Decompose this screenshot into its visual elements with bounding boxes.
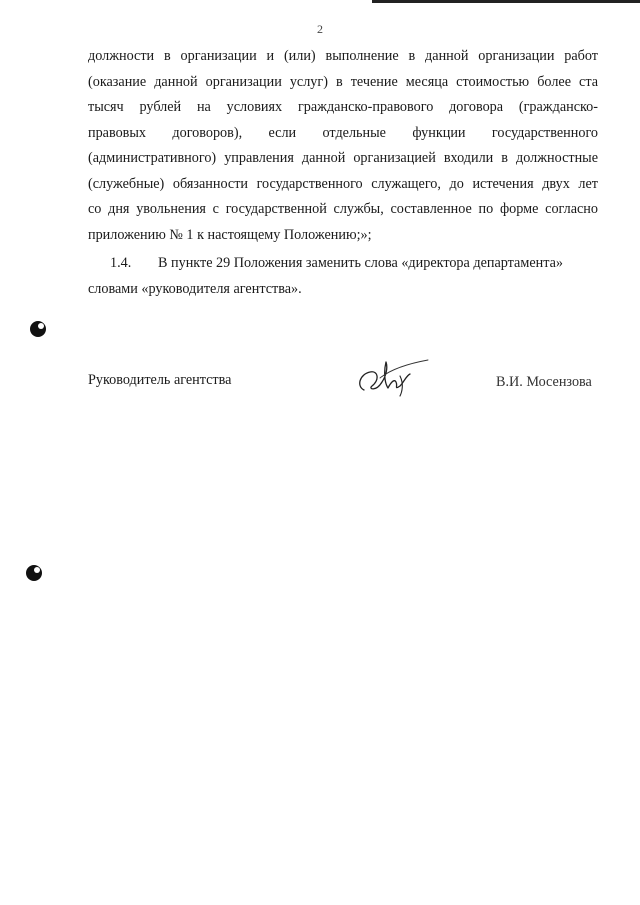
punch-hole-mark [26,565,42,581]
body-line-1: должности в организации и (или) выполнение в данной организации работ [88,48,598,64]
top-edge-rule [372,0,640,3]
body-line-5: (административного) управления данной организацией входили в должностные [88,150,598,166]
body-line-2: (оказание данной организации услуг) в течение месяца стоимостью более ста [88,73,598,90]
item-continuation: словами «руководителя агентства». [88,280,302,297]
handwritten-signature [350,356,430,400]
body-line-8: приложению № 1 к настоящему Положению;»; [88,226,372,243]
body-line-7: со дня увольнения с государственной службы, составленное по форме согласно [88,201,598,217]
signatory-position: Руководитель агентства [88,372,232,388]
item-text: В пункте 29 Положения заменить слова «директора департамента» [158,255,563,271]
body-line-3: тысяч рублей на условиях гражданско-правового договора (гражданско- [88,99,598,115]
punch-hole-mark [30,321,46,337]
signatory-name: В.И. Мосензова [496,374,592,390]
document-body [88,44,598,302]
body-line-6: (служебные) обязанности государственного служащего, до истечения двух лет [88,175,598,192]
signature-block [88,368,598,408]
page-number: 2 [317,22,323,36]
item-number: 1.4. [110,255,132,271]
list-item-1-4 [88,251,598,277]
body-line-4: правовых договоров), если отдельные функции государственного [88,124,598,141]
